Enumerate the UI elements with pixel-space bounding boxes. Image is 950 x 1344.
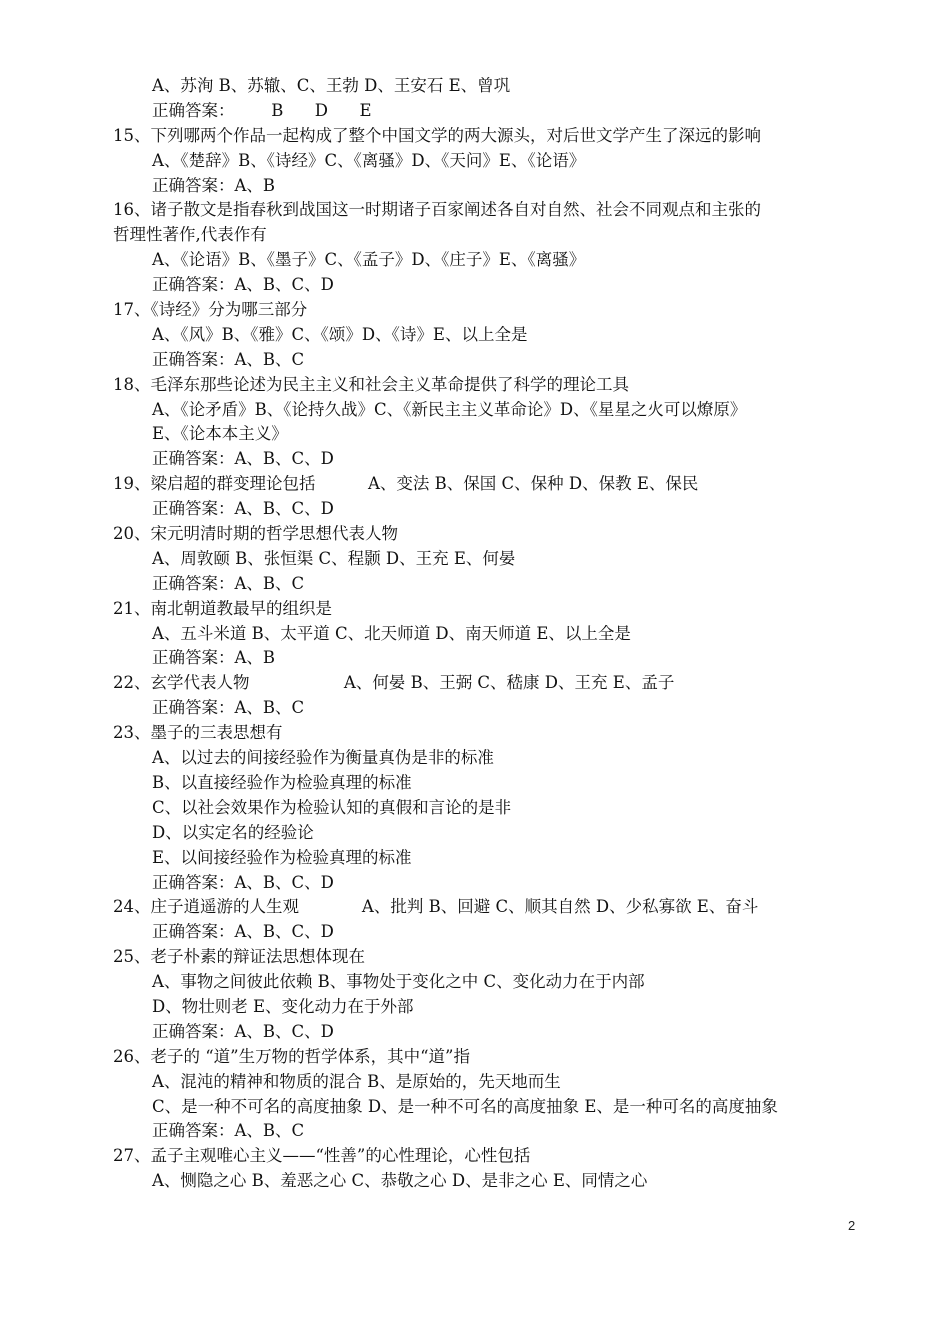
question-text: 15、下列哪两个作品一起构成了整个中国文学的两大源头，对后世文学产生了深远的影响: [113, 125, 761, 145]
answer-text: 正确答案：A、B、C、D: [152, 922, 334, 942]
answer-text: 正确答案：A、B、C: [152, 349, 305, 369]
answer-text: 正确答案：A、B、C: [152, 573, 305, 593]
option-text: E、以间接经验作为检验真理的标准: [152, 847, 412, 867]
option-text: B、以直接经验作为检验真理的标准: [152, 772, 412, 792]
question-text: 19、梁启超的群变理论包括 A、变法 B、保国 C、保种 D、保教 E、保民: [113, 474, 699, 494]
option-text: A、周敦颐 B、张恒渠 C、程颢 D、王充 E、何晏: [152, 548, 516, 568]
page-number: 2: [848, 1218, 856, 1233]
option-text: A、事物之间彼此依赖 B、事物处于变化之中 C、变化动力在于内部: [152, 972, 645, 992]
answer-text: 正确答案：A、B、C: [152, 698, 305, 718]
option-text: A、《风》B、《雅》C、《颂》D、《诗》E、以上全是: [152, 324, 528, 344]
answer-text: 正确答案：A、B、C、D: [152, 449, 334, 469]
question-text: 23、墨子的三表思想有: [113, 723, 283, 743]
answer-text: 正确答案：A、B、C、D: [152, 872, 334, 892]
question-text: 17、《诗经》分为哪三部分: [113, 300, 308, 320]
question-text: 27、孟子主观唯心主义——“性善”的心性理论，心性包括: [113, 1146, 531, 1166]
option-text: A、苏洵 B、苏辙、C、王勃 D、王安石 E、曾巩: [152, 76, 511, 95]
answer-text: 正确答案：A、B、C、D: [152, 275, 334, 295]
option-text: C、以社会效果作为检验认知的真假和言论的是非: [152, 797, 512, 817]
answer-text: 正确答案： B D E: [152, 100, 372, 120]
option-text: A、混沌的精神和物质的混合 B、是原始的，先天地而生: [152, 1071, 561, 1091]
question-text: 24、庄子逍遥游的人生观 A、批判 B、回避 C、顺其自然 D、少私寡欲 E、奋斗: [113, 897, 759, 917]
question-text: 26、老子的 “道”生万物的哲学体系，其中“道”指: [113, 1046, 470, 1066]
answer-text: 正确答案：A、B、C: [152, 1121, 305, 1141]
question-text: 20、宋元明清时期的哲学思想代表人物: [113, 524, 398, 544]
answer-text: 正确答案：A、B: [152, 175, 276, 195]
option-text: A、《论矛盾》B、《论持久战》C、《新民主主义革命论》D、《星星之火可以燎原》: [152, 399, 747, 419]
option-text: A、恻隐之心 B、羞恶之心 C、恭敬之心 D、是非之心 E、同情之心: [152, 1171, 648, 1191]
option-text: D、物壮则老 E、变化动力在于外部: [152, 996, 414, 1016]
option-text: D、以实定名的经验论: [152, 822, 314, 842]
question-text: 18、毛泽东那些论述为民主主义和社会主义革命提供了科学的理论工具: [113, 374, 629, 394]
option-text: E、《论本本主义》: [152, 424, 288, 444]
option-text: A、《论语》B、《墨子》C、《孟子》D、《庄子》E、《离骚》: [152, 250, 586, 270]
option-text: A、以过去的间接经验作为衡量真伪是非的标准: [152, 748, 494, 768]
question-text: 21、南北朝道教最早的组织是: [113, 598, 332, 618]
answer-text: 正确答案：A、B、C、D: [152, 1021, 334, 1041]
question-text: 25、老子朴素的辩证法思想体现在: [113, 947, 365, 967]
question-text: 22、玄学代表人物 A、何晏 B、王弼 C、嵇康 D、王充 E、孟子: [113, 673, 675, 693]
question-text: 哲理性著作,代表作有: [113, 225, 267, 245]
answer-text: 正确答案：A、B: [152, 648, 276, 668]
document-page: [0, 74, 950, 1194]
option-text: A、五斗米道 B、太平道 C、北天师道 D、南天师道 E、以上全是: [152, 623, 631, 643]
question-text: 16、诸子散文是指春秋到战国这一时期诸子百家阐述各自对自然、社会不同观点和主张的: [113, 200, 761, 220]
answer-text: 正确答案：A、B、C、D: [152, 499, 334, 519]
option-text: C、是一种不可名的高度抽象 D、是一种不可名的高度抽象 E、是一种可名的高度抽象: [152, 1096, 778, 1116]
option-text: A、《楚辞》B、《诗经》C、《离骚》D、《天问》E、《论语》: [152, 150, 586, 170]
